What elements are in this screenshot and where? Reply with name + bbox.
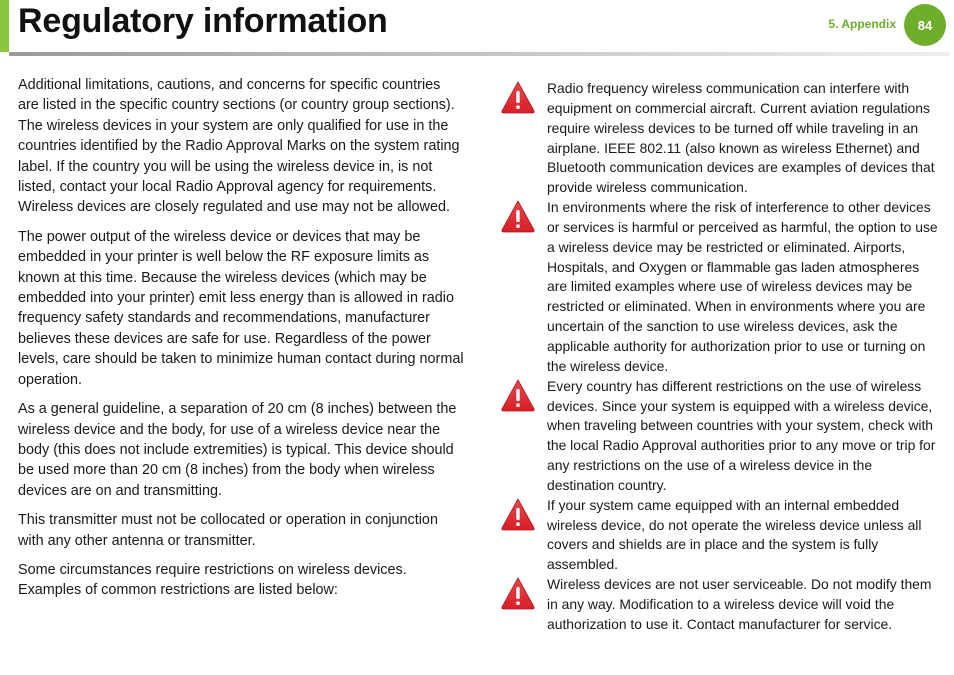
warning-triangle-icon: [500, 496, 536, 532]
page-number: 84: [917, 17, 933, 33]
warning-triangle-icon: [500, 198, 536, 234]
caution-text: Wireless devices are not user serviceable. Do not modify them in any way. Modification to a wireless device will void the authorization to use it. Contact manufacturer for service.: [547, 576, 932, 632]
caution-item: [500, 198, 940, 377]
caution-item: [500, 79, 940, 198]
caution-text: If your system came equipped with an internal embedded wireless device, do not operate the wireless device unless all covers and shields are in place and the system is fully assembled.: [547, 496, 922, 573]
caution-item: [500, 575, 940, 635]
title-accent-bar: [0, 0, 9, 52]
page-title: Regulatory information: [18, 2, 388, 40]
paragraph: This transmitter must not be collocated or operation in conjunction with any other antenna or transmitter.: [18, 512, 438, 549]
caution-text: In environments where the risk of interference to other devices or services is harmful or perceived as harmful, the option to use a wireless device may be restricted or eliminated. Airports, Hospitals, and Oxygen or flammable gas laden atmospheres are limited examples where use of wireless devices may be restricted or eliminated. When in environments where you are uncertain of the sanction to use wireless devices, ask the applicable authority for authorization prior to use or turning on the wireless device.: [547, 199, 938, 374]
caution-item: [500, 496, 940, 575]
paragraph: Some circumstances require restrictions on wireless devices. Examples of common restrictions are listed below:: [18, 561, 407, 599]
paragraph: Additional limitations, cautions, and concerns for specific countries are listed in the specific country sections (or country group sections). The wireless devices in your system are only qualified for use in the countries identified by the Radio Approval Marks on the system rating label. If the country you will be using the wireless device in, is not listed, contact your local Radio Approval agency for requirements. Wireless devices are closely regulated and use may not be allowed.: [18, 77, 460, 216]
caution-item: [500, 377, 940, 496]
paragraph: As a general guideline, a separation of 20 cm (8 inches) between the wireless device and the body, for use of a wireless device near the body (this does not include extremities) is typical. This device should be used more than 20 cm (8 inches) from the body when wireless devices are on and transmitting.: [18, 401, 457, 499]
warning-triangle-icon: [500, 377, 536, 413]
paragraph: The power output of the wireless device or devices that may be embedded in your printer is well below the RF exposure limits as known at this time. Because the wireless devices (which may be embedded into your printer) emit less energy than is allowed in radio frequency safety standards and recommendations, manufacturer believes these devices are safe for use. Regardless of the power levels, care should be taken to minimize human contact during normal operation.: [18, 228, 464, 388]
page-number-badge: [904, 4, 946, 46]
section-breadcrumb[interactable]: 5. Appendix: [828, 17, 896, 31]
warning-triangle-icon: [500, 79, 536, 115]
caution-list: [500, 79, 940, 635]
header-divider: [9, 52, 949, 56]
caution-text: Radio frequency wireless communication can interfere with equipment on commercial aircraft. Current aviation regulations require wireless devices to be turned off while traveling in an airplane. IEEE 802.11 (also known as wireless Ethernet) and Bluetooth communication devices are examples of devices that provide wireless communication.: [547, 80, 935, 196]
left-column: [18, 75, 464, 610]
caution-text: Every country has different restrictions on the use of wireless devices. Since your system is equipped with a wireless device, when traveling between countries with your system, check with the local Radio Approval authorities prior to any move or trip for any restrictions on the use of a wireless device in the destination country.: [547, 377, 936, 493]
warning-triangle-icon: [500, 575, 536, 611]
